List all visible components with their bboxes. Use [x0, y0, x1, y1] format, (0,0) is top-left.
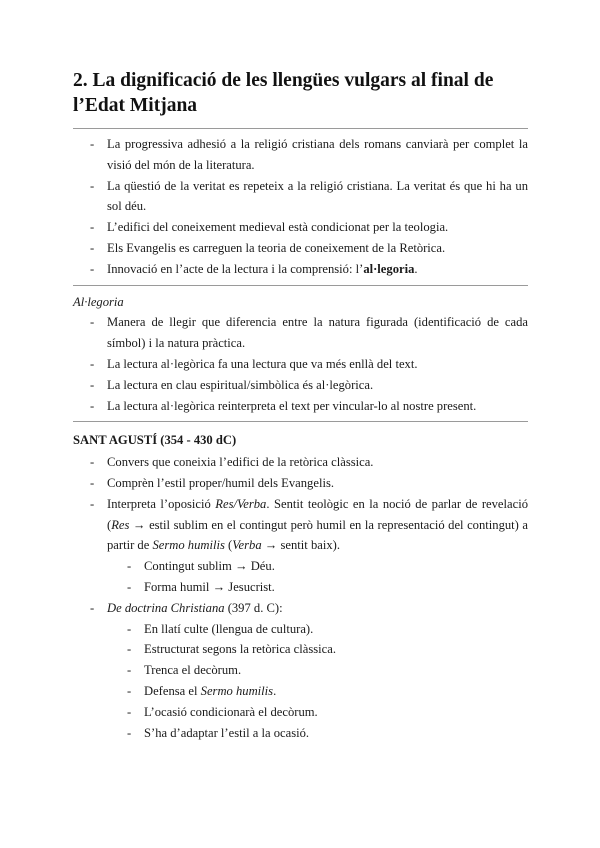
list-item: - La progressiva adhesió a la religió cristiana dels romans canviarà per complet la visió del món de la literatura. [90, 137, 528, 172]
list-item: - Estructurat segons la retòrica clàssica. [127, 642, 336, 657]
list-item: - Trenca el decòrum. [127, 663, 242, 678]
list-item: - Forma humil → Jesucrist. [127, 579, 275, 594]
agusti-sublist-res-verba [73, 556, 528, 598]
divider [73, 285, 528, 286]
list-item: - Interpreta l’oposició Res/Verba. Sentit teològic en la noció de parlar de revelació (Res → estil sublim en el contingut però humil en la representació del contingut) a partir de Sermo humilis (Verba → sentit baix). [90, 496, 528, 553]
list-item: - La lectura al·legòrica reinterpreta el text per vincular-lo al nostre present. [90, 398, 477, 413]
list-item: - La qüestió de la veritat es repeteix a la religió cristiana. La veritat és que hi ha un sol déu. [90, 178, 528, 214]
allegory-list [73, 312, 528, 416]
list-item: - En llatí culte (llengua de cultura). [127, 621, 314, 636]
list-item: - Defensa el Sermo humilis. [127, 683, 277, 698]
list-item: - Innovació en l’acte de la lectura i la comprensió: l’al·legoria. [90, 261, 418, 276]
agusti-heading: SANT AGUSTÍ (354 - 430 dC) [73, 433, 237, 448]
list-item: - Contingut sublim → Déu. [127, 559, 275, 574]
list-item: - L’edifici del coneixement medieval està condicionat per la teologia. [90, 220, 449, 235]
agusti-list-cont [73, 598, 528, 619]
divider [73, 421, 528, 422]
section-title: 2. La dignificació de les llengües vulgars al final de l’Edat Mitjana [73, 70, 494, 116]
list-item: - Els Evangelis es carreguen la teoria de coneixement de la Retòrica. [90, 240, 446, 255]
list-item: - L’ocasió condicionarà el decòrum. [127, 704, 318, 719]
allegory-label: Al·legoria [73, 294, 124, 309]
allegory-term: al·legoria [363, 261, 415, 276]
list-item: - La lectura al·legòrica fa una lectura que va més enllà del text. [90, 356, 418, 371]
list-item: - Manera de llegir que diferencia entre la natura figurada (identificació de cada símbol) i la natura pràctica. [90, 315, 528, 351]
list-item: - De doctrina Christiana (397 d. C): [90, 600, 283, 615]
divider [73, 128, 528, 129]
list-item: - S’ha d’adaptar l’estil a la ocasió. [127, 725, 310, 740]
list-item: - Comprèn l’estil proper/humil dels Evangelis. [90, 475, 334, 490]
intro-list [73, 134, 528, 280]
agusti-list [73, 452, 528, 556]
document-page [73, 68, 528, 743]
agusti-sublist-doctrina [73, 619, 528, 744]
list-item: - La lectura en clau espiritual/simbòlica és al·legòrica. [90, 377, 374, 392]
list-item: - Convers que coneixia l’edifici de la retòrica clàssica. [90, 455, 374, 470]
